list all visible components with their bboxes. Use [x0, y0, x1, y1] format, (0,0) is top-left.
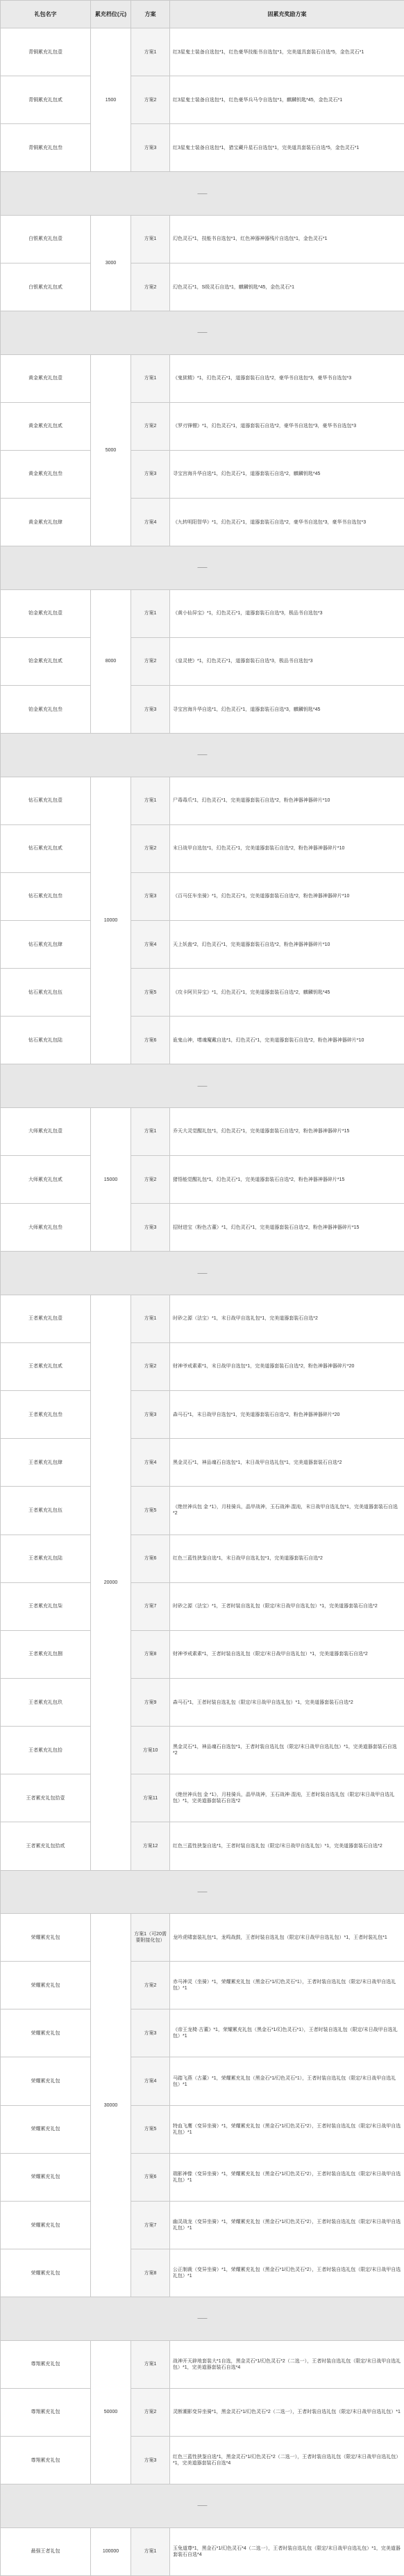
gift-name-cell: 王者累充礼包陆	[1, 1535, 91, 1582]
reward-cell: 灵断潮影变异坐骑*1，黑金灵石*1/幻色灵石*2（二选一），王者时装自选礼包（限定/末日战甲自选礼包）*1	[170, 2388, 404, 2436]
table-header-row	[1, 1, 404, 28]
gift-name-cell: 钻石累充礼包叁	[1, 872, 91, 920]
gift-name-cell: 钻石累充礼包肆	[1, 920, 91, 968]
gift-name-cell: 王者累充礼包柒	[1, 1582, 91, 1630]
reward-cell: 猪悟能觉醒礼包*1，幻色灵石*1，完美道器套装石自选*2，粉色神器神器碎片*15	[170, 1156, 404, 1204]
plan-cell: 方案6	[131, 2153, 170, 2201]
table-row	[1, 1582, 404, 1630]
plan-cell: 方案12	[131, 1822, 170, 1870]
reward-cell: 公正制裁（变异坐骑）*1，荣耀累充礼包（黑金石*1/幻色灵石*2），王者时装自选礼包（限定/末日战甲自选礼包）*1	[170, 2249, 404, 2297]
gift-name-cell: 最强王者礼包	[1, 2527, 91, 2575]
table-row	[1, 777, 404, 824]
group-divider-row	[1, 311, 404, 354]
gift-name-cell: 大师累充礼包壹	[1, 1107, 91, 1155]
plan-cell: 方案6	[131, 1535, 170, 1582]
gift-name-cell: 大师累充礼包叁	[1, 1204, 91, 1252]
table-row	[1, 1391, 404, 1439]
gift-name-cell: 荣耀累充礼包	[1, 2105, 91, 2153]
table-row	[1, 2340, 404, 2388]
table-row	[1, 2153, 404, 2201]
gift-name-cell: 黄金累充礼包叁	[1, 450, 91, 498]
reward-cell: 龙吟虎啸套装礼包*1，龙鸣战鼓，王者时装自选礼包（限定/末日战甲自选礼包）*1，王者时装礼包*1	[170, 1914, 404, 1962]
threshold-cell: 15000	[91, 1107, 131, 1251]
table-row	[1, 1017, 404, 1064]
gift-name-cell: 荣耀累充礼包	[1, 2153, 91, 2201]
plan-cell: 方案1	[131, 2340, 170, 2388]
reward-cell: 玉兔道尊*1，黑金石*1/幻色灵石*4（二选一），王者时装自选礼包（限定/末日战甲自选礼包）*1，完美道器套装石自选*4	[170, 2527, 404, 2575]
plan-cell: 方案1	[131, 1295, 170, 1342]
plan-cell: 方案2	[131, 1962, 170, 2009]
group-divider: ——	[1, 2484, 404, 2527]
threshold-cell: 100000	[91, 2527, 131, 2575]
reward-cell: 黑金灵石*1，神品魂石自选包*1，末日战甲自选礼包*1，完美道器套装石自选*2	[170, 1439, 404, 1487]
reward-cell: 财神爷戒素素*1，王者时装自选礼包（限定/末日战甲自选礼包）*1，完美道器套装石自选*2	[170, 1630, 404, 1678]
reward-cell: 红色三蓝性狭鉴自选*1，王者时装自选礼包（限定/末日战甲自选礼包）*1，完美道器套装石自选*2	[170, 1822, 404, 1870]
reward-cell: 《帝王龙椅·古董》*1，荣耀累充礼包（黑金石*1/幻色灵石*1），王者时装自选礼包（限定/末日战甲自选礼包）*1	[170, 2009, 404, 2057]
plan-cell: 方案2	[131, 1342, 170, 1390]
plan-cell: 方案11	[131, 1774, 170, 1822]
table-row	[1, 2057, 404, 2105]
gift-name-cell: 黄金累充礼包贰	[1, 402, 91, 450]
plan-cell: 方案7	[131, 2201, 170, 2249]
plan-cell: 方案3	[131, 124, 170, 172]
table-row	[1, 354, 404, 402]
table-row	[1, 685, 404, 733]
reward-cell: 《百马狂车坐骑》*1，幻色灵石*1，完美道器套装石自选*2，粉色神器神器碎片*10	[170, 872, 404, 920]
group-divider-row	[1, 172, 404, 215]
plan-cell: 方案2	[131, 402, 170, 450]
plan-cell: 方案2	[131, 1156, 170, 1204]
reward-cell: 时砂之源（法宝）*1，末日战甲自选礼包*1，完美道器套装石自选*2	[170, 1295, 404, 1342]
reward-cell: 森马石*1，末日战甲自选包*1，完美道器套装石自选*2，粉色神器神器碎片*20	[170, 1391, 404, 1439]
gift-name-cell: 钻石累充礼包陆	[1, 1017, 91, 1064]
reward-cell: 时砂之源（法宝）*1，王者时装自选礼包（限定/末日战甲自选礼包）*1，完美道器套装石自选*2	[170, 1582, 404, 1630]
table-row	[1, 2009, 404, 2057]
plan-cell: 方案1	[131, 1107, 170, 1155]
header-gift-name: 礼包名字	[1, 1, 91, 28]
group-divider-row	[1, 2484, 404, 2527]
gift-name-cell: 青铜累充礼包叁	[1, 124, 91, 172]
table-row	[1, 450, 404, 498]
reward-cell: 战神开天辟地套装大*1自选，黑金灵石*1/幻色灵石*2（二选一），王者时装自选礼包（限定/末日战甲自选礼包）*1，完美道器套装石自选*4	[170, 2340, 404, 2388]
plan-cell: 方案2	[131, 824, 170, 872]
reward-cell: 《绝世神兵包 金 *1》，月桂骑兵，晶甲战神，玉石战神·混沌，末日战甲自选礼包*1，完美道器套装石自选*2	[170, 1487, 404, 1535]
gift-name-cell: 青铜累充礼包壹	[1, 28, 91, 76]
group-divider: ——	[1, 734, 404, 777]
table-row	[1, 1822, 404, 1870]
reward-cell: 寻宝宫海升华自选*1，幻色灵石*1，道器套装石自选*3，麒麟钥匙*45	[170, 685, 404, 733]
table-row	[1, 499, 404, 546]
table-row	[1, 76, 404, 124]
gift-name-cell: 钻石累充礼包贰	[1, 824, 91, 872]
reward-cell: 《九转明阳智华》*1，幻色灵石*1，道器套装石自选*2，豪华书自选包*3，豪华书自选包*3	[170, 499, 404, 546]
plan-cell: 方案6	[131, 1017, 170, 1064]
reward-cell: 《黄小仙异宝》*1，幻色灵石*1，道器套装石自选*3，极品书自选包*3	[170, 589, 404, 637]
plan-cell: 方案2	[131, 263, 170, 311]
reward-cell: 财神爷戒素素*1，末日战甲自选包*1，完美道器套装石自选*2，粉色神器神器碎片*20	[170, 1342, 404, 1390]
group-divider-row	[1, 1870, 404, 1913]
plan-cell: 方案4	[131, 2057, 170, 2105]
reward-cell: 《鬼狱精》*1，幻色灵石*1，道器套装石自选*2，豪华书自选包*3，豪华书自选包*3	[170, 354, 404, 402]
threshold-cell: 5000	[91, 354, 131, 546]
reward-cell: 红3星鬼士装备自选包*1，红色豪华技能书自选包*1，完美道具套装石自选*5，金色灵石*1	[170, 28, 404, 76]
group-divider-row	[1, 2297, 404, 2340]
gift-name-cell: 钻石累充礼包壹	[1, 777, 91, 824]
gift-name-cell: 青铜累充礼包贰	[1, 76, 91, 124]
plan-cell: 方案8	[131, 2249, 170, 2297]
plan-cell: 方案2	[131, 637, 170, 685]
reward-cell: 瑞影神像（变异坐骑）*1，荣耀累充礼包（黑金石*1/幻色灵石*2），王者时装自选礼包（限定/末日战甲自选礼包）*1	[170, 2153, 404, 2201]
reward-cell: 《攻卡阿贝异宝》*1，幻色灵石*1，完美道器套装石自选*2，麒麟钥匙*45	[170, 969, 404, 1017]
header-plan: 方案	[131, 1, 170, 28]
table-row	[1, 1630, 404, 1678]
gift-name-cell: 王者累充礼包壹	[1, 1295, 91, 1342]
table-row	[1, 589, 404, 637]
group-divider: ——	[1, 172, 404, 215]
plan-cell: 方案1	[131, 589, 170, 637]
plan-cell: 方案4	[131, 1439, 170, 1487]
table-row	[1, 28, 404, 76]
gift-name-cell: 尊翔累充礼包	[1, 2436, 91, 2484]
gift-name-cell: 荣耀累充礼包	[1, 2249, 91, 2297]
reward-cell: 诡鬼山神，嗜魂魔戴自选*1，幻色灵石*1，完美道器套装石自选*2，粉色神器神器碎片*10	[170, 1017, 404, 1064]
reward-cell: 《绝世神兵包 金 *1》，月桂骑兵，晶甲战神，玉石战神·混沌，王者时装自选礼包（限定/末日战甲自选礼包）*1，完美道器套装石自选*2	[170, 1774, 404, 1822]
table-row	[1, 872, 404, 920]
group-divider: ——	[1, 2297, 404, 2340]
reward-cell: 特血飞鹰（变异坐骑）*1，荣耀累充礼包（黑金石*1/幻色灵石*2），王者时装自选礼包（限定/末日战甲自选礼包）*1	[170, 2105, 404, 2153]
group-divider: ——	[1, 546, 404, 589]
reward-cell: 幻色灵石*1，技能书自选包*1，红色神器神器残片自选包*1，金色灵石*1	[170, 215, 404, 263]
plan-cell: 方案1	[131, 777, 170, 824]
reward-cell: 黑金灵石*1，神品魂石自选包*1，王者时装自选礼包（限定/末日战甲自选礼包）*1，完美道器套装石自选*2	[170, 1727, 404, 1774]
plan-cell: 方案3	[131, 2009, 170, 2057]
reward-cell: 招财进宝（粉色古董）*1，幻色灵石*1，完美道器套装石自选*2，粉色神器神器碎片*15	[170, 1204, 404, 1252]
reward-cell: 红色三蓝性狭鉴自选*1，黑金灵石*1/幻色灵石*2（二选一），王者时装自选礼包（限定/末日战甲自选礼包）*1，完美道器套装石自选*4	[170, 2436, 404, 2484]
group-divider-row	[1, 1252, 404, 1295]
reward-cell: 森马石*1，王者时装自选礼包（限定/末日战甲自选礼包）*1，完美道器套装石自选*2	[170, 1678, 404, 1726]
plan-cell: 方案3	[131, 685, 170, 733]
gift-name-cell: 大师累充礼包贰	[1, 1156, 91, 1204]
plan-cell: 方案5	[131, 969, 170, 1017]
group-divider-row	[1, 734, 404, 777]
plan-cell: 方案1	[131, 28, 170, 76]
group-divider: ——	[1, 1870, 404, 1913]
header-threshold: 累充档位(元)	[91, 1, 131, 28]
table-row	[1, 1107, 404, 1155]
plan-cell: 方案2	[131, 76, 170, 124]
table-row	[1, 1295, 404, 1342]
plan-cell: 方案3	[131, 2436, 170, 2484]
table-row	[1, 263, 404, 311]
table-row	[1, 2105, 404, 2153]
table-row	[1, 1774, 404, 1822]
plan-cell: 方案1（可20需要附接化包）	[131, 1914, 170, 1962]
reward-cell: 寻宝宫海升华自选*1，幻色灵石*1，道器套装石自选*2，麒麟钥匙*45	[170, 450, 404, 498]
gift-name-cell: 钻石累充礼包伍	[1, 969, 91, 1017]
threshold-cell: 8000	[91, 589, 131, 733]
table-row	[1, 1678, 404, 1726]
plan-cell: 方案3	[131, 450, 170, 498]
plan-cell: 方案3	[131, 872, 170, 920]
table-row	[1, 1156, 404, 1204]
plan-cell: 方案1	[131, 215, 170, 263]
reward-cell: 马踏飞燕（古董）*1，荣耀累充礼包（黑金石*1/幻色灵石*1），王者时装自选礼包（限定/末日战甲自选礼包）*1	[170, 2057, 404, 2105]
table-row	[1, 1204, 404, 1252]
plan-cell: 方案8	[131, 1630, 170, 1678]
gift-name-cell: 王者累充礼包伍	[1, 1487, 91, 1535]
gift-name-cell: 荣耀累充礼包	[1, 1962, 91, 2009]
plan-cell: 方案10	[131, 1727, 170, 1774]
table-row	[1, 920, 404, 968]
gift-name-cell: 黄金累充礼包壹	[1, 354, 91, 402]
reward-cell: 《罗刃锋镖》*1，幻色灵石*1，道器套装石自选*2，豪华书自选包*3，豪华书自选包*3	[170, 402, 404, 450]
group-divider-row	[1, 546, 404, 589]
plan-cell: 方案5	[131, 1487, 170, 1535]
table-row	[1, 1535, 404, 1582]
reward-cell: 红色三蓝性狭鉴自选*1，末日战甲自选礼包*1，完美道器套装石自选*2	[170, 1535, 404, 1582]
gift-name-cell: 荣耀累充礼包	[1, 1914, 91, 1962]
table-row	[1, 402, 404, 450]
table-row	[1, 2436, 404, 2484]
table-row	[1, 2388, 404, 2436]
gift-name-cell: 荣耀累充礼包	[1, 2201, 91, 2249]
plan-cell: 方案4	[131, 920, 170, 968]
threshold-cell: 20000	[91, 1295, 131, 1870]
group-divider: ——	[1, 1252, 404, 1295]
gift-name-cell: 王者累充礼包叁	[1, 1391, 91, 1439]
table-row	[1, 2201, 404, 2249]
gift-name-cell: 荣耀累充礼包	[1, 2057, 91, 2105]
table-row	[1, 1962, 404, 2009]
threshold-cell: 3000	[91, 215, 131, 311]
table-row	[1, 824, 404, 872]
plan-cell: 方案7	[131, 1582, 170, 1630]
gift-name-cell: 王者累充礼包捌	[1, 1630, 91, 1678]
plan-cell: 方案5	[131, 2105, 170, 2153]
gift-name-cell: 荣耀累充礼包	[1, 2009, 91, 2057]
plan-cell: 方案4	[131, 499, 170, 546]
gift-name-cell: 尊翔累充礼包	[1, 2340, 91, 2388]
threshold-cell: 50000	[91, 2340, 131, 2484]
table-row	[1, 2249, 404, 2297]
gift-name-cell: 王者累充礼包贰	[1, 1342, 91, 1390]
threshold-cell: 1500	[91, 28, 131, 172]
reward-cell: 幻色灵石*1，S级灵石自选*1，麒麟钥匙*45，金色灵石*1	[170, 263, 404, 311]
table-row	[1, 215, 404, 263]
plan-cell: 方案3	[131, 1204, 170, 1252]
plan-cell: 方案1	[131, 354, 170, 402]
reward-cell: 乔天大灵觉醒礼包*1，幻色灵石*1，完美道器套装石自选*2，粉色神器神器碎片*15	[170, 1107, 404, 1155]
table-row	[1, 969, 404, 1017]
reward-cell: 《皇灵使》*1，幻色灵石*1，道器套装石自选*3，极品书自选包*3	[170, 637, 404, 685]
gift-name-cell: 王者累充礼包拾	[1, 1727, 91, 1774]
header-reward: 固累充奖励方案	[170, 1, 404, 28]
reward-cell: 幽灵战龙（变异坐骑）*1，荣耀累充礼包（黑金石*1/幻色灵石*2），王者时装自选礼包（限定/末日战甲自选礼包）*1	[170, 2201, 404, 2249]
table-row	[1, 1342, 404, 1390]
table-row	[1, 1914, 404, 1962]
table-row	[1, 124, 404, 172]
gift-name-cell: 王者累充礼包玖	[1, 1678, 91, 1726]
group-divider-row	[1, 1064, 404, 1107]
gift-name-cell: 铂金累充礼包壹	[1, 589, 91, 637]
group-divider: ——	[1, 311, 404, 354]
gift-name-cell: 尊翔累充礼包	[1, 2388, 91, 2436]
reward-cell: 红3星鬼士装备自选包*1，猎宝藏升星石自选包*1，完美道具套装石自选*5，金色灵石*1	[170, 124, 404, 172]
gift-name-cell: 王者累充礼包拾壹	[1, 1774, 91, 1822]
gift-name-cell: 白银累充礼包壹	[1, 215, 91, 263]
threshold-cell: 30000	[91, 1914, 131, 2297]
plan-cell: 方案1	[131, 2527, 170, 2575]
reward-cell: 尸毒毒爪*1，幻色灵石*1，完美道器套装石自选*2，粉色神器神器碎片*10	[170, 777, 404, 824]
table-row	[1, 1439, 404, 1487]
reward-cell: 末日战甲自选包*1，幻色灵石*1，完美道器套装石自选*2，粉色神器神器碎片*10	[170, 824, 404, 872]
gift-name-cell: 王者累充礼包肆	[1, 1439, 91, 1487]
reward-cell: 红3星鬼士装备自选包*1，红色豪华兵马令自选包*1，麒麟钥匙*45，金色灵石*1	[170, 76, 404, 124]
threshold-cell: 10000	[91, 777, 131, 1064]
reward-cell: 天上妖蛊*2，幻色灵石*1，完美道器套装石自选*2，粉色神器神器碎片*10	[170, 920, 404, 968]
gift-name-cell: 黄金累充礼包肆	[1, 499, 91, 546]
gift-name-cell: 铂金累充礼包贰	[1, 637, 91, 685]
reward-cell: 赤马神灵（坐骑）*1，荣耀累充礼包（黑金石*1/幻色灵石*1），王者时装自选礼包（限定/末日战甲自选礼包）*1	[170, 1962, 404, 2009]
table-row	[1, 1487, 404, 1535]
gift-name-cell: 铂金累充礼包叁	[1, 685, 91, 733]
table-row	[1, 1727, 404, 1774]
gift-name-cell: 王者累充礼包拾贰	[1, 1822, 91, 1870]
group-divider: ——	[1, 1064, 404, 1107]
plan-cell: 方案9	[131, 1678, 170, 1726]
gift-name-cell: 白银累充礼包贰	[1, 263, 91, 311]
table-row	[1, 2527, 404, 2575]
table-row	[1, 637, 404, 685]
plan-cell: 方案3	[131, 1391, 170, 1439]
plan-cell: 方案2	[131, 2388, 170, 2436]
